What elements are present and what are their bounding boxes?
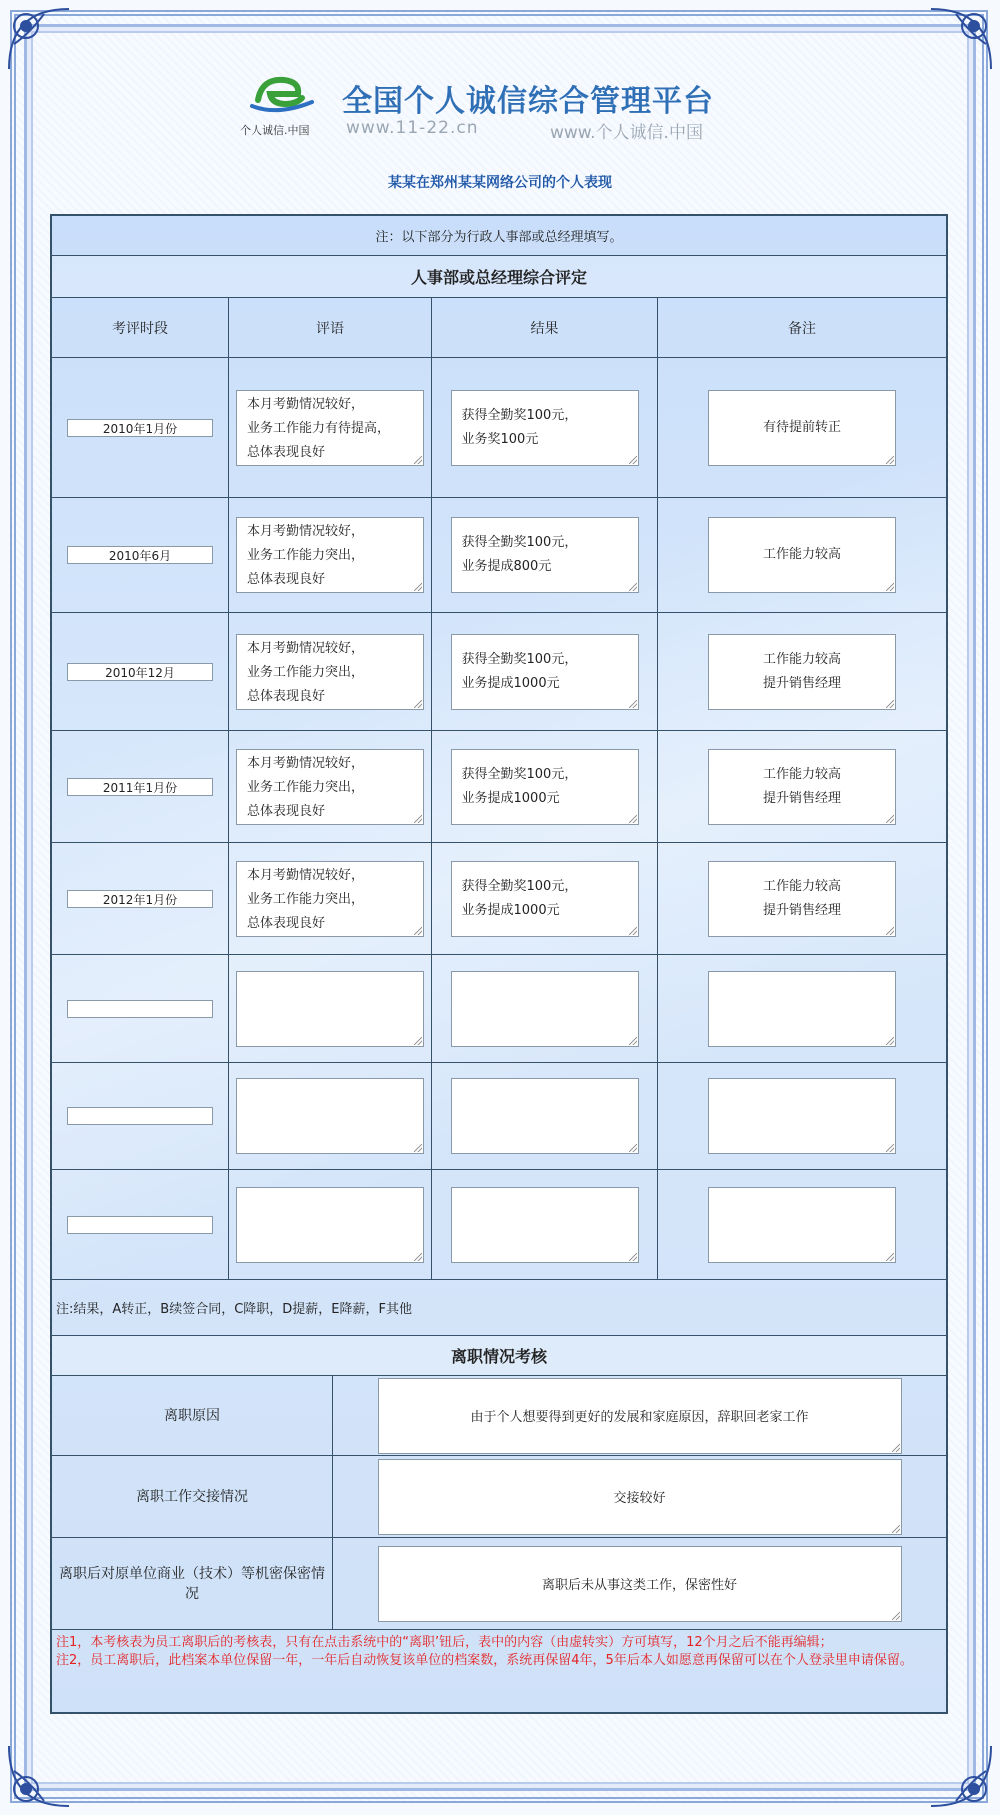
resize-grip-icon[interactable] (892, 1612, 900, 1620)
period-input[interactable]: 2010年6月 (67, 546, 213, 564)
footnote-2: 注2，员工离职后，此档案本单位保留一年，一年后自动恢复该单位的档案数，系统再保留4年，5年后本人如愿意再保留可以在个人登录里申请保留。 (56, 1653, 913, 1668)
result-textarea[interactable] (451, 1078, 639, 1154)
handover-textarea[interactable]: 交接较好 (378, 1459, 902, 1535)
handover-label: 离职工作交接情况 (136, 1488, 248, 1505)
comment-textarea[interactable]: 本月考勤情况较好， 业务工作能力突出， 总体表现良好 (236, 517, 424, 593)
column-header-remark: 备注 (657, 298, 946, 357)
resize-grip-icon[interactable] (886, 583, 894, 591)
logo-caption: 个人诚信.中国 (240, 124, 310, 137)
resize-grip-icon[interactable] (892, 1444, 900, 1452)
period-input[interactable]: 2010年12月 (67, 663, 213, 681)
table-row (52, 955, 946, 1063)
corner-ornament-icon (926, 4, 996, 74)
column-header-result: 结果 (431, 298, 657, 357)
column-header-period: 考评时段 (112, 320, 168, 337)
remark-textarea[interactable]: 有待提前转正 (708, 390, 896, 466)
comment-textarea[interactable]: 本月考勤情况较好， 业务工作能力突出， 总体表现良好 (236, 634, 424, 710)
corner-ornament-icon (4, 4, 74, 74)
comment-textarea[interactable] (236, 1078, 424, 1154)
resignation-section-title: 离职情况考核 (52, 1336, 946, 1376)
comment-textarea[interactable]: 本月考勤情况较好， 业务工作能力突出， 总体表现良好 (236, 861, 424, 937)
resize-grip-icon[interactable] (629, 456, 637, 464)
resignation-row (52, 1456, 946, 1538)
resignation-reason-textarea[interactable]: 由于个人想要得到更好的发展和家庭原因，辞职回老家工作 (378, 1378, 902, 1454)
top-note: 注：以下部分为行政人事部或总经理填写。 (52, 216, 946, 256)
resignation-row (52, 1376, 946, 1456)
table-row (52, 843, 946, 955)
table-row (52, 1063, 946, 1170)
remark-textarea[interactable] (708, 971, 896, 1047)
result-textarea[interactable]: 获得全勤奖100元， 业务提成800元 (451, 517, 639, 593)
comment-textarea[interactable] (236, 971, 424, 1047)
column-header-comment: 评语 (228, 298, 431, 357)
resize-grip-icon[interactable] (629, 700, 637, 708)
resignation-reason-label: 离职原因 (164, 1407, 220, 1424)
remark-textarea[interactable] (708, 1078, 896, 1154)
resize-grip-icon[interactable] (892, 1525, 900, 1533)
resize-grip-icon[interactable] (414, 927, 422, 935)
resize-grip-icon[interactable] (886, 815, 894, 823)
resize-grip-icon[interactable] (629, 1253, 637, 1261)
resignation-row (52, 1538, 946, 1630)
period-input[interactable] (67, 1000, 213, 1018)
evaluation-panel (50, 214, 948, 1714)
confidentiality-textarea[interactable]: 离职后未从事这类工作，保密性好 (378, 1546, 902, 1622)
comment-textarea[interactable]: 本月考勤情况较好， 业务工作能力有待提高， 总体表现良好 (236, 390, 424, 466)
remark-textarea[interactable] (708, 1187, 896, 1263)
remark-textarea[interactable]: 工作能力较高 (708, 517, 896, 593)
period-input[interactable]: 2010年1月份 (67, 419, 213, 437)
resize-grip-icon[interactable] (414, 1037, 422, 1045)
result-textarea[interactable]: 获得全勤奖100元， 业务提成1000元 (451, 861, 639, 937)
site-url[interactable]: www.11-22.cn (346, 118, 479, 138)
resize-grip-icon[interactable] (629, 815, 637, 823)
page-title: 某某在郑州某某网络公司的个人表现 (388, 175, 612, 191)
resize-grip-icon[interactable] (886, 1037, 894, 1045)
resize-grip-icon[interactable] (414, 1144, 422, 1152)
site-title: 全国个人诚信综合管理平台 (342, 84, 714, 119)
result-textarea[interactable]: 获得全勤奖100元， 业务奖100元 (451, 390, 639, 466)
table-row (52, 731, 946, 843)
result-textarea[interactable] (451, 1187, 639, 1263)
comment-textarea[interactable]: 本月考勤情况较好， 业务工作能力突出， 总体表现良好 (236, 749, 424, 825)
period-input[interactable] (67, 1107, 213, 1125)
evaluation-section-title: 人事部或总经理综合评定 (52, 256, 946, 298)
result-textarea[interactable]: 获得全勤奖100元， 业务提成1000元 (451, 634, 639, 710)
corner-ornament-icon (4, 1741, 74, 1811)
resize-grip-icon[interactable] (886, 927, 894, 935)
confidentiality-label: 离职后对原单位商业（技术）等机密保密情况 (59, 1565, 325, 1602)
resize-grip-icon[interactable] (414, 700, 422, 708)
footnotes (52, 1630, 946, 1712)
resize-grip-icon[interactable] (629, 1144, 637, 1152)
period-input[interactable]: 2012年1月份 (67, 890, 213, 908)
remark-textarea[interactable]: 工作能力较高 提升销售经理 (708, 861, 896, 937)
resize-grip-icon[interactable] (414, 583, 422, 591)
resize-grip-icon[interactable] (629, 927, 637, 935)
result-textarea[interactable] (451, 971, 639, 1047)
footnote-1: 注1，本考核表为员工离职后的考核表，只有在点击系统中的“离职’钮后，表中的内容（由虚转实）方可填写，12个月之后不能再编辑； (56, 1635, 833, 1650)
period-input[interactable] (67, 1216, 213, 1234)
result-textarea[interactable]: 获得全勤奖100元， 业务提成1000元 (451, 749, 639, 825)
table-row (52, 613, 946, 731)
corner-ornament-icon (926, 1741, 996, 1811)
comment-textarea[interactable] (236, 1187, 424, 1263)
resize-grip-icon[interactable] (414, 815, 422, 823)
result-legend: 注:结果，A转正，B续签合同，C降职，D提薪，E降薪，F其他 (52, 1280, 946, 1336)
credit-logo-icon (248, 72, 318, 116)
resize-grip-icon[interactable] (886, 456, 894, 464)
resize-grip-icon[interactable] (886, 700, 894, 708)
table-row (52, 358, 946, 498)
resize-grip-icon[interactable] (886, 1253, 894, 1261)
table-row (52, 498, 946, 613)
remark-textarea[interactable]: 工作能力较高 提升销售经理 (708, 749, 896, 825)
resize-grip-icon[interactable] (414, 456, 422, 464)
table-header-row (52, 298, 946, 358)
site-url-chinese[interactable]: www.个人诚信.中国 (550, 123, 703, 143)
remark-textarea[interactable]: 工作能力较高 提升销售经理 (708, 634, 896, 710)
period-input[interactable]: 2011年1月份 (67, 778, 213, 796)
resize-grip-icon[interactable] (629, 583, 637, 591)
resize-grip-icon[interactable] (629, 1037, 637, 1045)
table-row (52, 1170, 946, 1280)
resize-grip-icon[interactable] (886, 1144, 894, 1152)
resize-grip-icon[interactable] (414, 1253, 422, 1261)
